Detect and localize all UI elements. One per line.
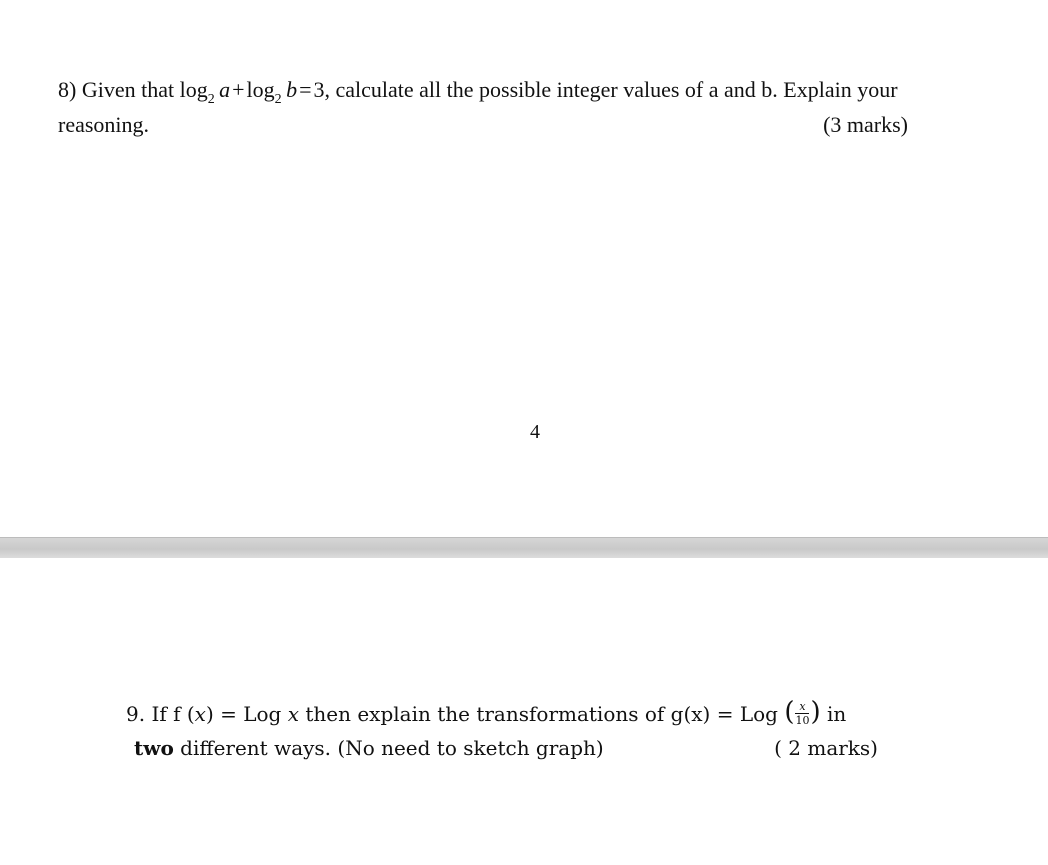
log-base-2: 2 — [274, 92, 282, 107]
question-8-reasoning: reasoning. — [58, 112, 150, 137]
question-9-function-g: then explain the transformations of g(x) = Log — [299, 702, 785, 726]
fraction-numerator: x — [795, 701, 809, 714]
fraction-expression — [784, 699, 820, 726]
equals-sign: = — [299, 77, 312, 102]
question-9-line-2-text: different ways. (No need to sketch graph) — [173, 736, 604, 760]
question-8 — [58, 74, 948, 140]
question-9-prefix: 9. If f ( — [126, 702, 195, 726]
plus-sign: + — [232, 77, 245, 102]
variable-x-2: x — [287, 702, 299, 726]
question-8-suffix: , calculate all the possible integer values of a and b. Explain your — [324, 77, 898, 102]
variable-b: b — [286, 77, 298, 102]
question-9-line-1 — [126, 697, 886, 731]
fraction — [795, 701, 809, 726]
close-paren: ) — [810, 697, 821, 728]
right-hand-side: 3 — [313, 77, 325, 102]
question-9-line-2 — [126, 731, 886, 765]
question-9-suffix: in — [820, 702, 847, 726]
question-9-marks: ( 2 marks) — [774, 736, 878, 760]
question-9-bold-word: two — [134, 736, 174, 760]
question-8-marks: (3 marks) — [823, 112, 908, 137]
question-8-line-2 — [58, 109, 948, 140]
question-9 — [126, 697, 886, 765]
log-expression — [179, 77, 325, 107]
log-function-1: log — [179, 77, 208, 102]
fraction-denominator: 10 — [795, 713, 810, 727]
variable-x-1: x — [194, 702, 206, 726]
log-base-1: 2 — [207, 92, 215, 107]
page-break-divider — [0, 537, 1048, 559]
open-paren: ( — [784, 697, 795, 728]
question-8-line-1 — [58, 74, 948, 109]
log-function-2: log — [246, 77, 275, 102]
question-9-function-f: ) = Log — [205, 702, 288, 726]
variable-a: a — [219, 77, 231, 102]
question-8-prefix: 8) Given that — [58, 77, 180, 102]
page-number: 4 — [530, 421, 540, 443]
